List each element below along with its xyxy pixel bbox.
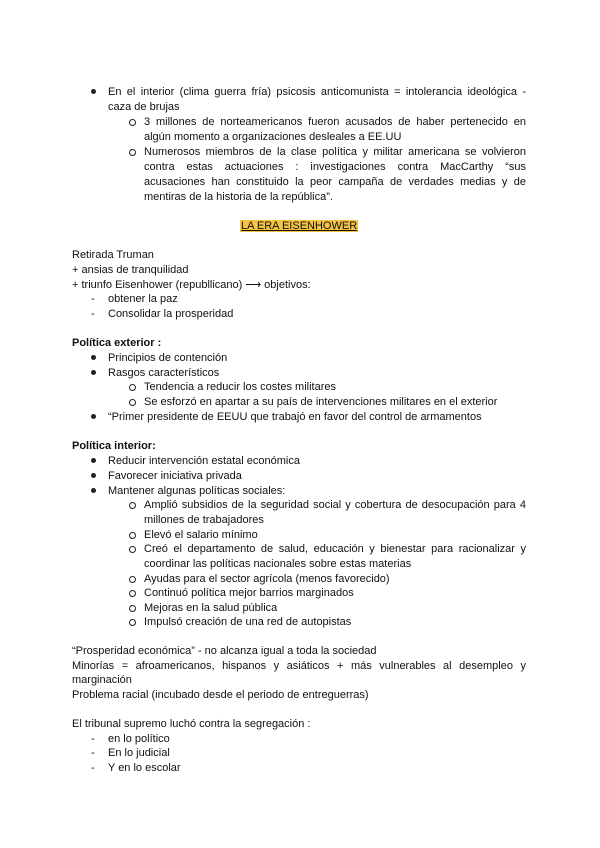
text-line: Tendencia a reducir los costes militares <box>144 381 336 393</box>
text-line: En el interior (clima guerra fría) psicosis anticomunista = intolerancia ideológica - <box>108 86 526 98</box>
bullet-dot <box>91 89 96 94</box>
text-line: + triunfo Eisenhower (republlicano) ⟶ objetivos: <box>72 279 311 291</box>
text-line: Se esforzó en apartar a su país de intervenciones militares en el exterior <box>144 396 498 408</box>
dash-marker: - <box>91 293 95 305</box>
sub-bullet-circle <box>129 502 136 509</box>
section-title <box>240 219 358 234</box>
sub-bullet-circle <box>129 619 136 626</box>
text-line: Mantener algunas políticas sociales: <box>108 485 286 497</box>
sub-bullet-circle <box>129 149 136 156</box>
text-line: acusaciones han constituido la peor campaña de verdades medias y de <box>144 176 526 188</box>
text-line: Rasgos característicos <box>108 367 220 379</box>
heading-interior: Política interior: <box>72 440 156 452</box>
text-line: mentiras de la historia de la república”. <box>144 191 333 203</box>
text-line: Principios de contención <box>108 352 228 364</box>
text-line: Reducir intervención estatal económica <box>108 455 300 467</box>
text-line: Creó el departamento de salud, educación y bienestar para racionalizar y <box>144 543 526 555</box>
dash-marker: - <box>91 762 95 774</box>
text-line: coordinar las políticas nacionales sobre estas materias <box>144 558 412 570</box>
dash-marker: - <box>91 308 95 320</box>
bullet-dot <box>91 488 96 493</box>
bullet-dot <box>91 473 96 478</box>
text-line: Y en lo escolar <box>108 762 181 774</box>
text-line: Minorías = afroamericanos, hispanos y asiáticos + más vulnerables al desempleo y <box>72 660 526 672</box>
sub-bullet-circle <box>129 590 136 597</box>
heading-exterior: Política exterior : <box>72 337 162 349</box>
text-line: Ayudas para el sector agrícola (menos favorecido) <box>144 573 390 585</box>
text-line: en lo político <box>108 733 170 745</box>
text-line: Amplió subsidios de la seguridad social y cobertura de desocupación para 4 <box>144 499 526 511</box>
text-line: Continuó política mejor barrios marginados <box>144 587 354 599</box>
text-line: Problema racial (incubado desde el periodo de entreguerras) <box>72 689 369 701</box>
text-line: Consolidar la prosperidad <box>108 308 234 320</box>
text-line: En lo judicial <box>108 747 170 759</box>
text-line: Mejoras en la salud pública <box>144 602 278 614</box>
sub-bullet-circle <box>129 546 136 553</box>
text-line: Impulsó creación de una red de autopistas <box>144 616 352 628</box>
sub-bullet-circle <box>129 384 136 391</box>
text-line: Favorecer iniciativa privada <box>108 470 242 482</box>
text-line: millones de trabajadores <box>144 514 264 526</box>
bullet-dot <box>91 414 96 419</box>
text-line: El tribunal supremo luchó contra la segregación : <box>72 718 311 730</box>
text-line: caza de brujas <box>108 101 180 113</box>
dash-marker: - <box>91 733 95 745</box>
text-line: marginación <box>72 674 132 686</box>
text-line: Elevó el salario mínimo <box>144 529 258 541</box>
sub-bullet-circle <box>129 576 136 583</box>
sub-bullet-circle <box>129 399 136 406</box>
text-line: obtener la paz <box>108 293 178 305</box>
title-text: LA ERA EISENHOWER <box>241 220 358 232</box>
text-line: + ansias de tranquilidad <box>72 264 189 276</box>
text-line: algún momento a organizaciones desleales a EE.UU <box>144 131 402 143</box>
text-line: “Primer presidente de EEUU que trabajó en favor del control de armamentos <box>108 411 482 423</box>
text-line: Retirada Truman <box>72 249 154 261</box>
dash-marker: - <box>91 747 95 759</box>
text-line: 3 millones de norteamericanos fueron acusados de haber pertenecido en <box>144 116 526 128</box>
text-line: contra estas actuaciones : investigaciones contra MacCarthy “sus <box>144 161 526 173</box>
bullet-dot <box>91 458 96 463</box>
bullet-dot <box>91 370 96 375</box>
text-line: “Prosperidad económica” - no alcanza igual a toda la sociedad <box>72 645 377 657</box>
sub-bullet-circle <box>129 532 136 539</box>
sub-bullet-circle <box>129 605 136 612</box>
text-line: Numerosos miembros de la clase política y militar americana se volvieron <box>144 146 526 158</box>
sub-bullet-circle <box>129 119 136 126</box>
bullet-dot <box>91 355 96 360</box>
